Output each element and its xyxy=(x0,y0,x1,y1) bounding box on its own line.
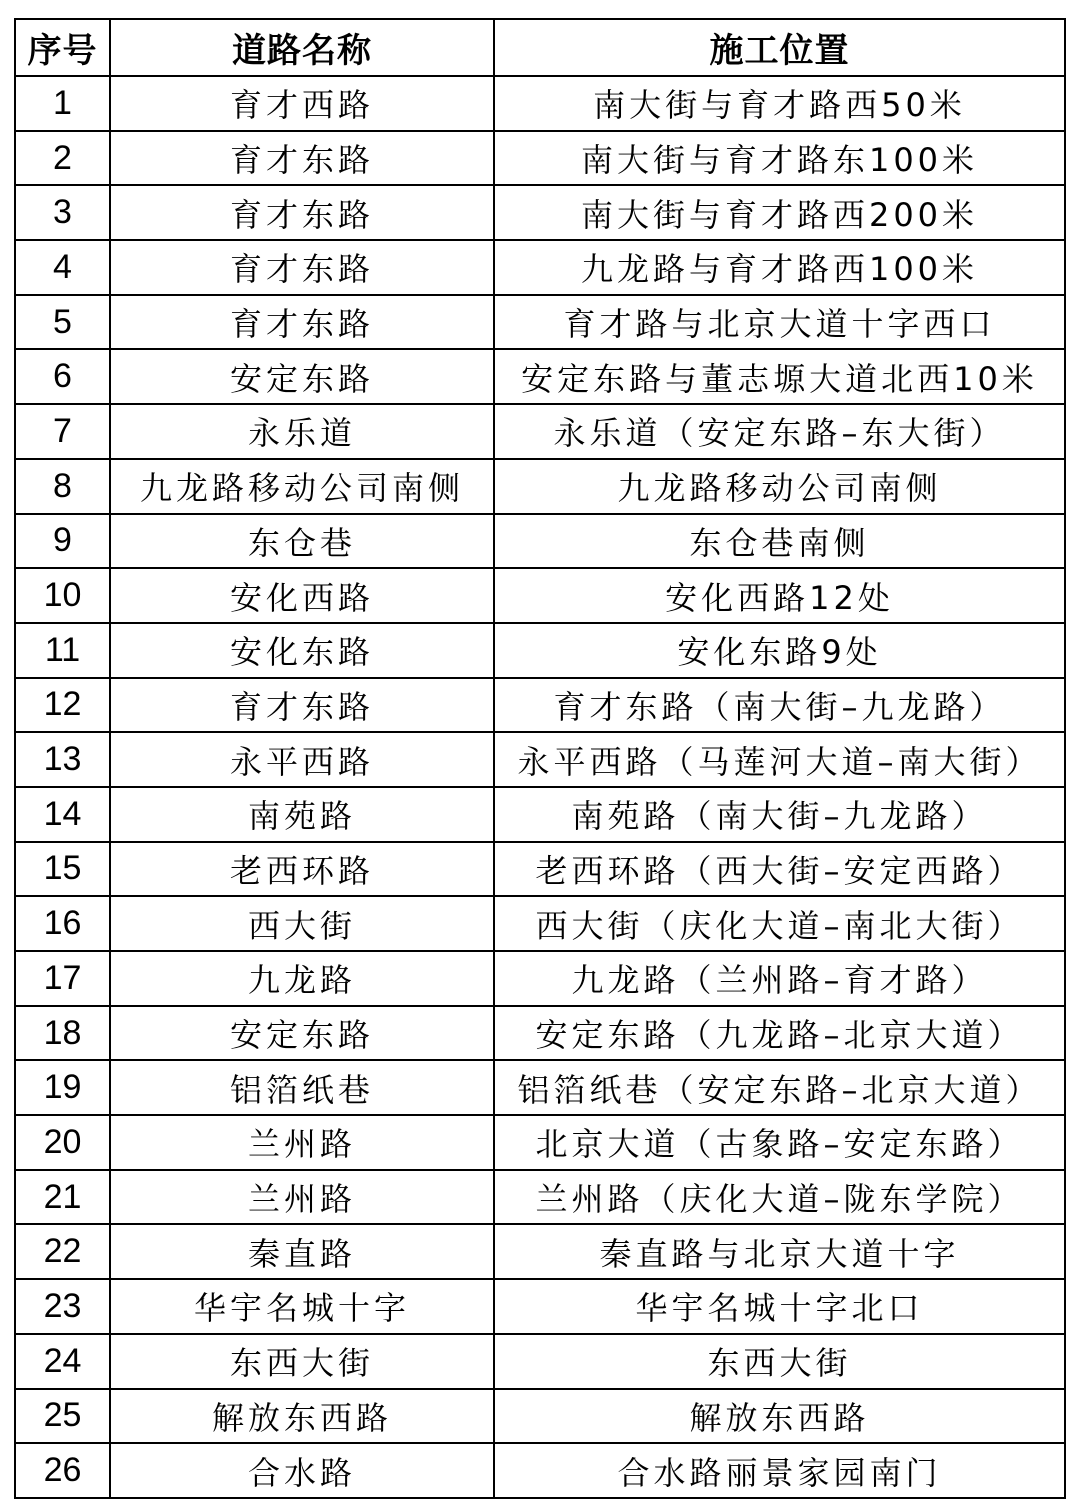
row-index: 11 xyxy=(15,623,110,678)
row-index: 9 xyxy=(15,514,110,569)
row-location: 兰州路（庆化大道–陇东学院） xyxy=(494,1170,1065,1225)
row-index: 16 xyxy=(15,896,110,951)
row-location: 北京大道（古象路–安定东路） xyxy=(494,1115,1065,1170)
table-row xyxy=(15,1115,1065,1170)
table-row xyxy=(15,349,1065,404)
row-road-name: 育才西路 xyxy=(110,76,494,131)
table-row xyxy=(15,623,1065,678)
row-road-name: 东西大街 xyxy=(110,1334,494,1389)
table-row xyxy=(15,514,1065,569)
row-location: 老西环路（西大街–安定西路） xyxy=(494,842,1065,897)
row-location: 南苑路（南大街–九龙路） xyxy=(494,787,1065,842)
row-road-name: 安定东路 xyxy=(110,349,494,404)
row-road-name: 老西环路 xyxy=(110,842,494,897)
row-index: 2 xyxy=(15,131,110,186)
row-location: 安定东路（九龙路–北京大道） xyxy=(494,1006,1065,1061)
row-location: 西大街（庆化大道–南北大街） xyxy=(494,896,1065,951)
row-road-name: 九龙路 xyxy=(110,951,494,1006)
row-index: 17 xyxy=(15,951,110,1006)
row-road-name: 育才东路 xyxy=(110,295,494,350)
row-road-name: 安化东路 xyxy=(110,623,494,678)
row-road-name: 兰州路 xyxy=(110,1170,494,1225)
row-index: 18 xyxy=(15,1006,110,1061)
row-index: 24 xyxy=(15,1334,110,1389)
row-location: 华宇名城十字北口 xyxy=(494,1279,1065,1334)
table-row xyxy=(15,1334,1065,1389)
row-index: 7 xyxy=(15,404,110,459)
row-location: 南大街与育才路东100米 xyxy=(494,131,1065,186)
row-road-name: 育才东路 xyxy=(110,185,494,240)
row-road-name: 秦直路 xyxy=(110,1224,494,1279)
row-index: 1 xyxy=(15,76,110,131)
row-road-name: 合水路 xyxy=(110,1443,494,1498)
row-index: 23 xyxy=(15,1279,110,1334)
header-index: 序号 xyxy=(15,19,110,76)
row-location: 九龙路移动公司南侧 xyxy=(494,459,1065,514)
row-road-name: 安定东路 xyxy=(110,1006,494,1061)
row-location: 安定东路与董志塬大道北西10米 xyxy=(494,349,1065,404)
row-road-name: 育才东路 xyxy=(110,678,494,733)
row-index: 22 xyxy=(15,1224,110,1279)
row-location: 安化东路9处 xyxy=(494,623,1065,678)
row-location: 育才路与北京大道十字西口 xyxy=(494,295,1065,350)
table-row xyxy=(15,1170,1065,1225)
row-index: 5 xyxy=(15,295,110,350)
row-location: 九龙路与育才路西100米 xyxy=(494,240,1065,295)
row-location: 东仓巷南侧 xyxy=(494,514,1065,569)
table-row xyxy=(15,1279,1065,1334)
row-location: 东西大街 xyxy=(494,1334,1065,1389)
row-road-name: 铝箔纸巷 xyxy=(110,1060,494,1115)
table-row xyxy=(15,240,1065,295)
header-location: 施工位置 xyxy=(494,19,1065,76)
row-index: 10 xyxy=(15,568,110,623)
row-index: 13 xyxy=(15,732,110,787)
row-index: 6 xyxy=(15,349,110,404)
row-index: 25 xyxy=(15,1389,110,1444)
row-location: 九龙路（兰州路–育才路） xyxy=(494,951,1065,1006)
table-row xyxy=(15,842,1065,897)
construction-table-container xyxy=(14,18,1066,1499)
row-index: 21 xyxy=(15,1170,110,1225)
row-location: 解放东西路 xyxy=(494,1389,1065,1444)
row-road-name: 育才东路 xyxy=(110,240,494,295)
table-row xyxy=(15,787,1065,842)
row-index: 20 xyxy=(15,1115,110,1170)
row-road-name: 华宇名城十字 xyxy=(110,1279,494,1334)
row-location: 南大街与育才路西50米 xyxy=(494,76,1065,131)
row-location: 合水路丽景家园南门 xyxy=(494,1443,1065,1498)
table-row xyxy=(15,678,1065,733)
row-road-name: 解放东西路 xyxy=(110,1389,494,1444)
row-location: 南大街与育才路西200米 xyxy=(494,185,1065,240)
row-location: 秦直路与北京大道十字 xyxy=(494,1224,1065,1279)
table-row xyxy=(15,732,1065,787)
row-road-name: 安化西路 xyxy=(110,568,494,623)
table-row xyxy=(15,951,1065,1006)
construction-table xyxy=(14,18,1066,1499)
table-row xyxy=(15,568,1065,623)
header-row xyxy=(15,19,1065,76)
row-road-name: 西大街 xyxy=(110,896,494,951)
row-location: 育才东路（南大街–九龙路） xyxy=(494,678,1065,733)
table-row xyxy=(15,76,1065,131)
row-index: 12 xyxy=(15,678,110,733)
row-index: 4 xyxy=(15,240,110,295)
row-location: 铝箔纸巷（安定东路–北京大道） xyxy=(494,1060,1065,1115)
row-road-name: 九龙路移动公司南侧 xyxy=(110,459,494,514)
row-road-name: 永平西路 xyxy=(110,732,494,787)
table-row xyxy=(15,1224,1065,1279)
table-header xyxy=(15,19,1065,76)
row-road-name: 兰州路 xyxy=(110,1115,494,1170)
row-location: 安化西路12处 xyxy=(494,568,1065,623)
row-road-name: 东仓巷 xyxy=(110,514,494,569)
row-index: 8 xyxy=(15,459,110,514)
row-location: 永平西路（马莲河大道–南大街） xyxy=(494,732,1065,787)
row-index: 15 xyxy=(15,842,110,897)
row-index: 19 xyxy=(15,1060,110,1115)
row-road-name: 南苑路 xyxy=(110,787,494,842)
table-row xyxy=(15,404,1065,459)
table-row xyxy=(15,295,1065,350)
table-body xyxy=(15,76,1065,1498)
table-row xyxy=(15,131,1065,186)
row-location: 永乐道（安定东路–东大街） xyxy=(494,404,1065,459)
table-row xyxy=(15,1443,1065,1498)
table-row xyxy=(15,896,1065,951)
header-road-name: 道路名称 xyxy=(110,19,494,76)
row-index: 14 xyxy=(15,787,110,842)
row-index: 3 xyxy=(15,185,110,240)
row-index: 26 xyxy=(15,1443,110,1498)
table-row xyxy=(15,1389,1065,1444)
table-row xyxy=(15,1006,1065,1061)
row-road-name: 育才东路 xyxy=(110,131,494,186)
table-row xyxy=(15,459,1065,514)
row-road-name: 永乐道 xyxy=(110,404,494,459)
table-row xyxy=(15,1060,1065,1115)
table-row xyxy=(15,185,1065,240)
